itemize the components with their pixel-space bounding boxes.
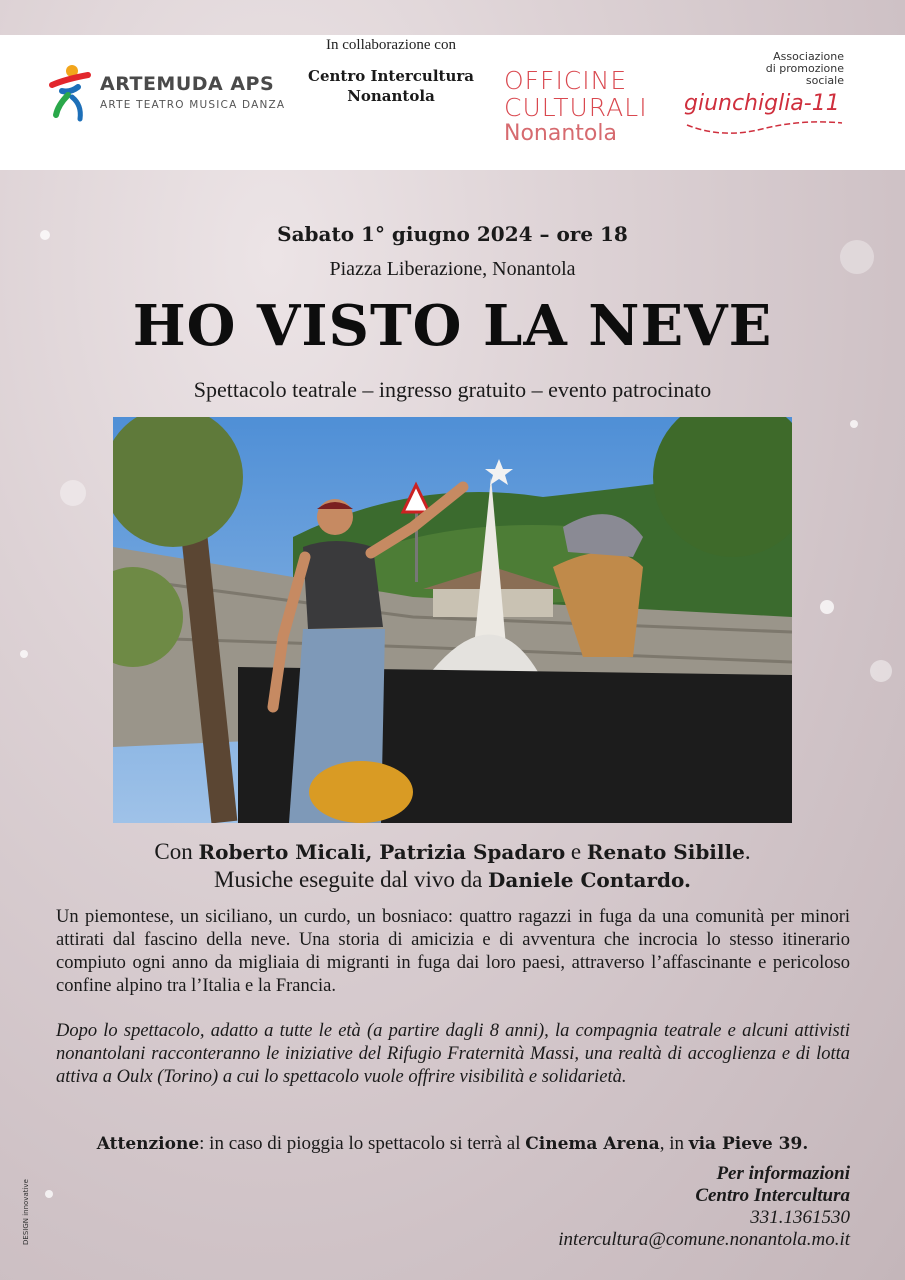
snowflake [850,420,858,428]
credits-and: e [565,839,587,864]
collaboration-prefix: In collaborazione con [326,37,456,53]
warning-venue: Cinema Arena [525,1134,660,1154]
credits-music-prefix: Musiche eseguite dal vivo da [214,867,489,892]
collaboration-block [296,37,486,106]
giunchiglia-brand: giunchiglia-11 [684,91,840,116]
stage-photo-illustration [113,417,792,823]
artemuda-logo [48,63,293,123]
partner-header [0,35,905,170]
credits-con: Con [154,839,199,864]
credits-actor3: Renato Sibille [586,840,745,864]
officine-line3: Nonantola [504,121,617,146]
info-email[interactable]: intercultura@comune.nonantola.mo.it [558,1229,850,1250]
warning-mid: , in [659,1133,689,1154]
artemuda-name: ARTEMUDA APS [100,73,275,95]
officine-line2: CULTURALI [504,93,648,122]
event-title: HO VISTO LA NEVE [132,293,773,359]
credits-music [0,866,905,894]
event-place: Piazza Liberazione, Nonantola [329,258,576,280]
credits-dot: . [744,839,751,864]
credits-cast [0,838,905,866]
info-org: Centro Intercultura [695,1185,850,1206]
credits-musician: Daniele Contardo. [488,868,691,892]
credits-actors: Roberto Micali, Patrizia Spadaro [198,840,566,864]
info-phone: 331.1361530 [750,1207,850,1228]
artemuda-tagline: ARTE TEATRO MUSICA DANZA [100,99,286,111]
event-date: Sabato 1° giugno 2024 – ore 18 [277,222,628,246]
snowflake [20,650,28,658]
snowflake [870,660,892,682]
rain-warning [0,1133,905,1155]
swirl-icon [682,115,852,139]
description-paragraph: Un piemontese, un siciliano, un curdo, un bosniaco: quattro ragazzi in fuga da una comunità per minori attirati dal fascino della neve. Una storia di amicizia e di avventura che incrocia lo stesso itinerario compiuto ogni anno da migliaia di migranti in fuga dai loro paesi, attraverso l’affascinante e pericoloso confine alpino tra l’Italia e la Francia. [56,907,850,996]
contact-info [558,1163,850,1251]
officine-line1: OFFICINE [504,66,628,95]
event-subtitle: Spettacolo teatrale – ingresso gratuito – evento patrocinato [193,377,712,402]
officine-culturali-logo [504,67,664,147]
warning-text: : in caso di pioggia lo spettacolo si terrà al [199,1133,526,1154]
collaboration-org: Centro Intercultura Nonantola [308,67,474,105]
info-heading: Per informazioni [716,1163,850,1184]
design-credit-text: DESIGN innovative [22,1179,30,1245]
credits [0,838,905,894]
dancer-icon [48,63,92,123]
giunchiglia-assoc: Associazione di promozione sociale [765,50,844,87]
after-show-paragraph: Dopo lo spettacolo, adatto a tutte le età (a partire dagli 8 anni), la compagnia teatrale e alcuni attivisti nonantolani racconteranno le iniziative del Rifugio Fraternità Massi, una realtà di accoglienza e di lotta attiva a Oulx (Torino) a cui lo spettacolo vuole offrire visibilità e solidarietà. [56,1021,850,1087]
stage-photo [113,417,792,823]
snowflake [820,600,834,614]
snowflake [45,1190,53,1198]
snowflake [60,480,86,506]
warning-label: Attenzione [96,1134,200,1154]
warning-address: via Pieve 39. [688,1134,809,1154]
design-credit [22,1179,40,1255]
